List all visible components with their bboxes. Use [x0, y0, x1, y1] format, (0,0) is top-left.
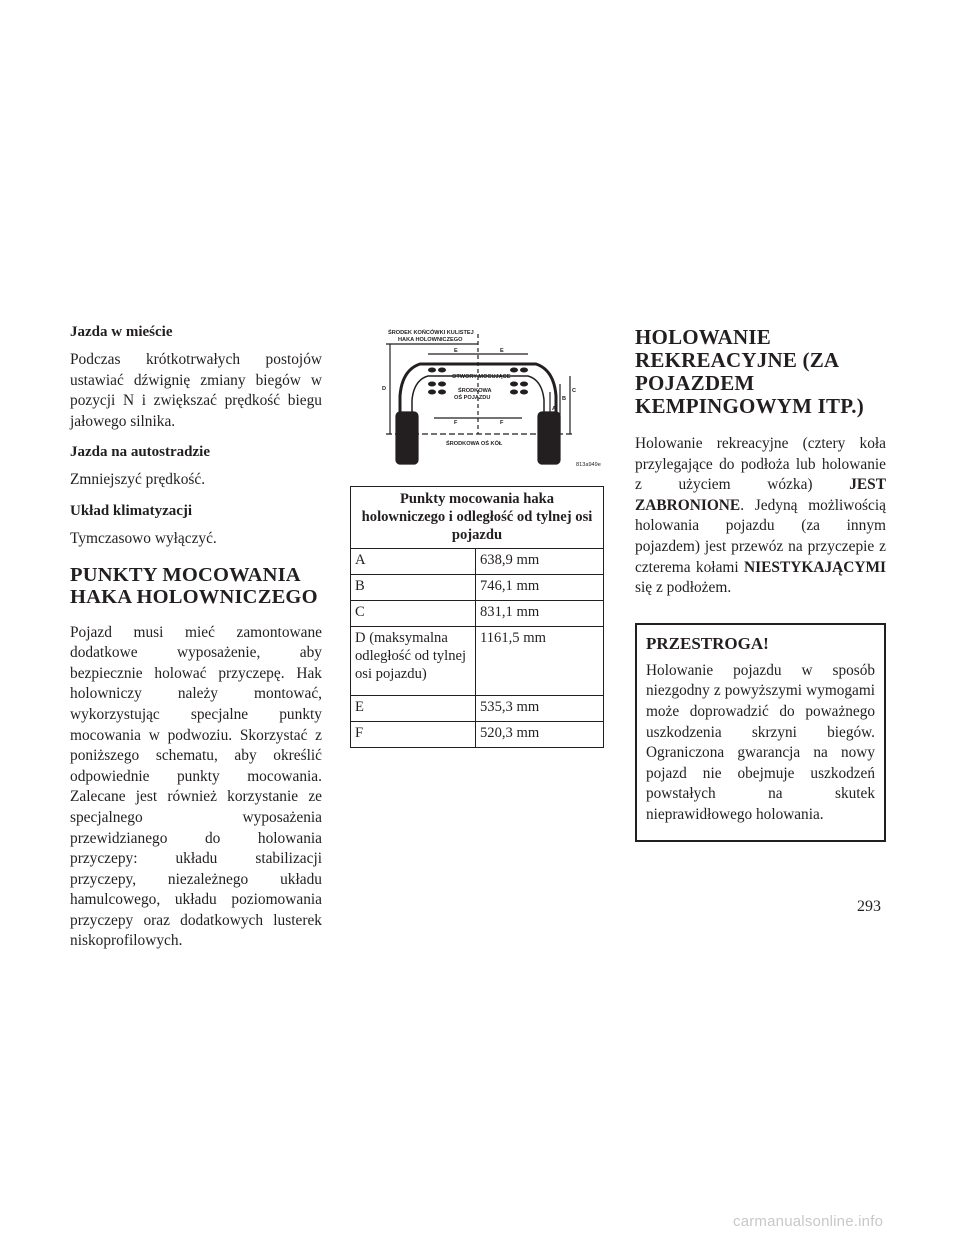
label-center-axis-1: ŚRODKOWA: [458, 388, 492, 394]
towing-text-part2: . Jedyną możliwością holowania pojazdu (za innym pojazdem) jest przewóz na przyczepie z czterema kołami: [635, 496, 886, 576]
city-driving-text: Podczas krótkotrwałych postojów ustawiać dźwignię zmiany biegów w pozycji N i zwiększać prędkość biegu jałowego silnika.: [70, 351, 322, 430]
table-row: [351, 696, 604, 722]
recreational-towing-title: HOLOWANIE REKREACYJNE (ZA POJAZDEM KEMPINGOWYM ITP.): [635, 325, 864, 418]
table-value: 1161,5 mm: [476, 627, 604, 696]
label-wheel-axis: ŚRODKOWA OŚ KÓŁ: [446, 441, 503, 447]
letter-c: C: [572, 388, 577, 394]
table-row: [351, 549, 604, 575]
towing-text-part1: Holowanie rekreacyjne (cztery koła przylegające do podłoża lub holowanie z użyciem wózka): [635, 435, 886, 494]
letter-a: A: [552, 406, 557, 412]
letter-e-right: E: [500, 348, 504, 354]
letter-f-left: F: [454, 420, 458, 426]
caution-box: [635, 623, 886, 842]
label-center-axis-2: OŚ POJAZDU: [454, 395, 491, 401]
table-value: 746,1 mm: [476, 575, 604, 601]
air-conditioning-heading: Układ klimatyzacji: [70, 502, 193, 519]
table-row: [351, 575, 604, 601]
air-conditioning-text: Tymczasowo wyłączyć.: [70, 529, 217, 547]
towing-not-touching: NIESTYKAJĄCYMI: [744, 558, 886, 576]
caution-text: Holowanie pojazdu w sposób niezgodny z powyższymi wymogami może doprowadzić do poważnego uszkodzenia skrzyni biegów. Ograniczona gwarancja na nowy pojazd nie obejmuje uszkodzeń powstałych na skutek nieprawidłowego holowania.: [646, 661, 875, 823]
letter-b: B: [562, 396, 567, 402]
table-row: [351, 627, 604, 696]
left-column: [70, 322, 322, 962]
hitch-points-table: [350, 486, 604, 748]
table-row: [351, 722, 604, 748]
letter-f-right: F: [500, 420, 504, 426]
hitch-diagram-svg: [350, 326, 604, 476]
table-header: Punkty mocowania haka holowniczego i odległość od tylnej osi pojazdu: [351, 487, 604, 549]
table-value: 831,1 mm: [476, 601, 604, 627]
table-value: 535,3 mm: [476, 696, 604, 722]
hitch-points-title: PUNKTY MOCOWANIA HAKA HOLOWNICZEGO: [70, 563, 318, 609]
hitch-points-text: Pojazd musi mieć zamontowane dodatkowe wyposażenie, aby bezpiecznie holować przyczepę. Hak holowniczy należy montować, wykorzystując specjalne punkty mocowania w podwoziu. Skorzystać z poniższego schematu, aby określić odpowiednie punkty mocowania. Zalecane jest również korzystanie ze specjalnego wyposażenia przewidzianego do holowania przyczepy: układu stabilizacji przyczepy, niezależnego układu hamulcowego, układu poziomowania przyczepy oraz dodatkowych lusterek niskoprofilowych.: [70, 623, 322, 950]
recreational-towing-text: [635, 434, 886, 599]
highway-driving-text: Zmniejszyć prędkość.: [70, 471, 206, 489]
caution-title: PRZESTROGA!: [646, 633, 769, 653]
hitch-diagram: [350, 326, 604, 476]
letter-e-left: E: [454, 348, 458, 354]
table-key: F: [351, 722, 476, 748]
table-key: A: [351, 549, 476, 575]
diagram-code: 813a949e: [576, 462, 601, 468]
table-value: 520,3 mm: [476, 722, 604, 748]
towing-prohibited: JEST ZABRONIONE: [635, 476, 886, 514]
letter-d: D: [382, 386, 387, 392]
table-key: B: [351, 575, 476, 601]
footer-watermark: carmanualsonline.info: [733, 1213, 884, 1230]
highway-driving-heading: Jazda na autostradzie: [70, 444, 210, 461]
city-driving-heading: Jazda w mieście: [70, 324, 173, 340]
label-mounting-holes: OTWORY MOCUJĄCE: [452, 374, 511, 380]
towing-text-part3: się z podłożem.: [635, 579, 732, 597]
label-hitch: HAKA HOLOWNICZEGO: [398, 337, 463, 343]
right-column: [635, 326, 886, 842]
table-key: E: [351, 696, 476, 722]
label-ball-center: ŚRODEK KOŃCÓWKI KULISTEJ: [388, 330, 474, 336]
table-key: D (maksymalna odległość od tylnej osi pojazdu): [351, 627, 476, 696]
table-row: [351, 601, 604, 627]
table-value: 638,9 mm: [476, 549, 604, 575]
table-key: C: [351, 601, 476, 627]
page-number: 293: [857, 898, 881, 915]
middle-column: [350, 326, 604, 748]
